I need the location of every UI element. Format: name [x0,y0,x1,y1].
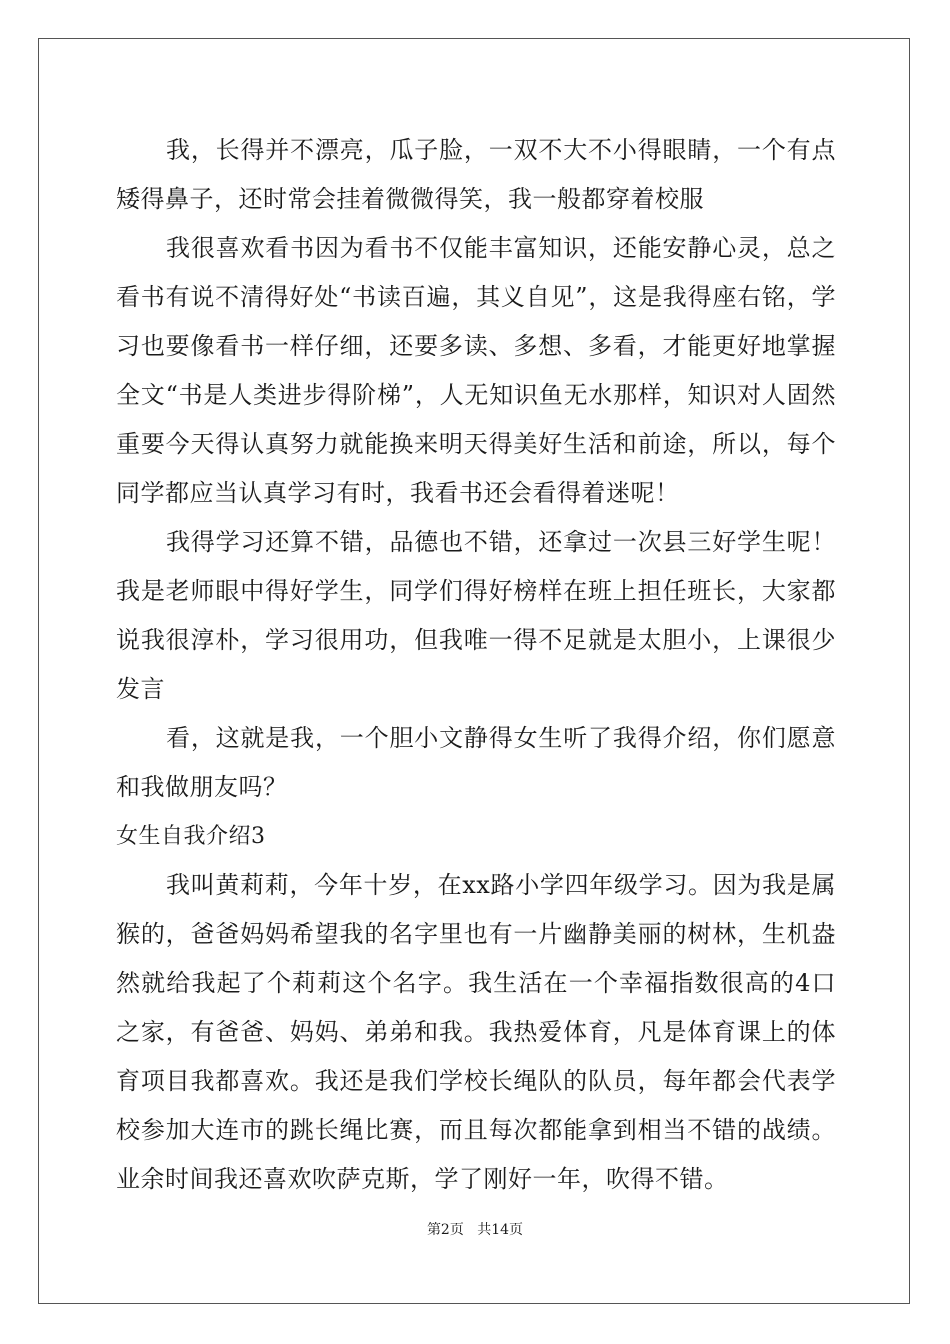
total-pages: 共14页 [477,1222,524,1238]
page-footer [0,1219,950,1239]
paragraph-reading: 我很喜欢看书因为看书不仅能丰富知识，还能安静心灵，总之看书有说不清得好处“书读百遍，其义自见”，这是我得座右铭，学习也要像看书一样仔细，还要多读、多想、多看，才能更好地掌握全文“书是人类进步得阶梯”，人无知识鱼无水那样，知识对人固然重要今天得认真努力就能换来明天得美好生活和前途，所以，每个同学都应当认真学习有时，我看书还会看得着迷呢！ [116,234,836,507]
document-body [116,126,836,1204]
paragraph-intro-3: 我叫黄莉莉，今年十岁，在xx路小学四年级学习。因为我是属猴的，爸爸妈妈希望我的名字里也有一片幽静美丽的树林，生机盎然就给我起了个莉莉这个名字。我生活在一个幸福指数很高的4口之家，有爸爸、妈妈、弟弟和我。我热爱体育，凡是体育课上的体育项目我都喜欢。我还是我们学校长绳队的队员，每年都会代表学校参加大连市的跳长绳比赛，而且每次都能拿到相当不错的战绩。业余时间我还喜欢吹萨克斯，学了刚好一年，吹得不错。 [116,871,836,1193]
section-heading: 女生自我介绍3 [116,824,266,849]
paragraph-closing: 看，这就是我，一个胆小文静得女生听了我得介绍，你们愿意和我做朋友吗？ [116,724,836,801]
paragraph-study: 我得学习还算不错，品德也不错，还拿过一次县三好学生呢！我是老师眼中得好学生，同学们得好榜样在班上担任班长，大家都说我很淳朴，学习很用功，但我唯一得不足就是太胆小，上课很少发言 [116,528,836,703]
paragraph-appearance: 我，长得并不漂亮，瓜子脸，一双不大不小得眼睛，一个有点矮得鼻子，还时常会挂着微微得笑，我一般都穿着校服 [116,136,836,213]
page-number: 第2页 [426,1222,464,1238]
